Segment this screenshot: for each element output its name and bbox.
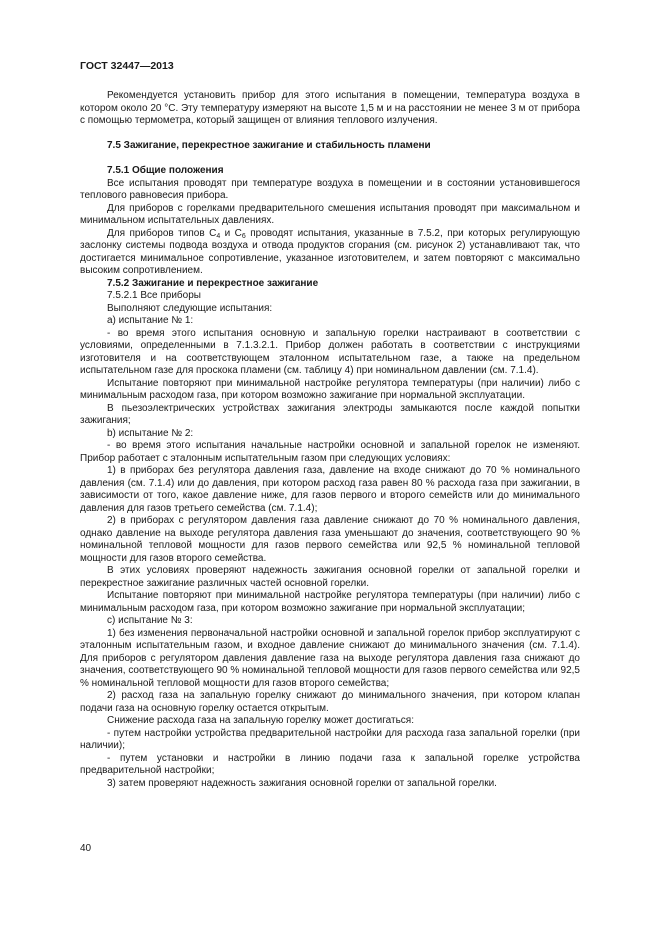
clause-heading: 7.5.2.1 Все приборы — [107, 290, 201, 301]
subscript: 4 — [216, 232, 221, 240]
paragraph: Для приборов с горелками предварительного смешения испытания проводят при максимальном и минимальном испытательных давлениях. — [80, 202, 580, 226]
text-run: и C — [220, 227, 242, 239]
list-item: 1) без изменения первоначальной настройки основной и запальной горелок прибор эксплуатируют с эталонным испытательным газом, и входное давление снижают до минимального значения (см. 7.1.4). Для приборов с регулятором давления давление газа на выходе регулятора давления газа снижают до значения, соответствующего 90 % номинальной тепловой мощности для газов первого семейства или 92,5 % номинальной тепловой мощности для газов второго семейства; — [80, 627, 580, 689]
list-item: - путем настройки устройства предварительной настройки для расхода газа запальной горелки (при наличии); — [80, 727, 580, 751]
paragraph: Испытание повторяют при минимальной настройке регулятора температуры (при наличии) либо с минимальным расходом газа, при котором возможно зажигание при нормальной эксплуатации; — [80, 590, 580, 614]
standard-header: ГОСТ 32447—2013 — [80, 60, 174, 72]
paragraph: Снижение расхода газа на запальную горелку может достигаться: — [107, 715, 414, 726]
paragraph: В этих условиях проверяют надежность зажигания основной горелки от запальной горелки и перекрестное зажигание различных частей основной горелки. — [80, 565, 580, 589]
paragraph: Все испытания проводят при температуре воздуха в помещении и в состоянии установившегося теплового равновесия прибора. — [80, 177, 580, 201]
page-number: 40 — [80, 843, 92, 854]
document-body — [80, 90, 580, 790]
list-item: - путем установки и настройки в линию подачи газа к запальной горелке устройства предварительной настройки; — [80, 752, 580, 776]
paragraph: - во время этого испытания основную и запальную горелки настраивают в соответствии с условиями, определенными в 7.1.3.2.1. Прибор должен работать в соответствии с инструкциями изготовителя и на соответствующем эталонном испытательном газе, а также на предельном испытательном газе для проскока пламени (см. таблицу 4) при номинальном давлении (см. 7.1.4). — [80, 327, 580, 376]
paragraph-appliance-types — [80, 228, 580, 278]
text-run: проводят испытания, указанные в 7.5.2, при которых регулирующую заслонку системы подвода воздуха и отвода продуктов сгорания (см. рисунок 2) устанавливают так, что достигается минимальное сопротивление, указанное изготовителем, и затем повторяют с максимально высоким сопротивлением. — [80, 227, 580, 276]
subsection-heading: 7.5.2 Зажигание и перекрестное зажигание — [107, 277, 319, 289]
list-item: c) испытание № 3: — [107, 615, 193, 626]
text-run: Для приборов типов C — [107, 227, 217, 239]
list-item: 2) в приборах с регулятором давления газа давление снижают до 70 % номинального давления, однако давление на выходе регулятора давления газа уменьшают до значения, соответствующего 90 % номинальной тепловой мощности для газов первого семейства или 92,5 % номинальной тепловой мощности для газов второго семейства. — [80, 515, 580, 564]
subscript: 6 — [241, 232, 246, 240]
list-item: b) испытание № 2: — [107, 427, 194, 439]
list-item: 2) расход газа на запальную горелку снижают до минимального значения, при котором клапан подачи газа на основную горелку остается открытым. — [80, 690, 580, 714]
paragraph: Рекомендуется установить прибор для этого испытания в помещении, температура воздуха в котором около 20 °С. Эту температуру измеряют на высоте 1,5 м и на расстоянии не менее 3 м от прибора с помощью термометра, который защищен от влияния теплового излучения. — [80, 90, 580, 126]
paragraph: Испытание повторяют при минимальной настройке регулятора температуры (при наличии) либо с минимальным расходом газа, при котором возможно зажигание при нормальной эксплуатации. — [80, 377, 580, 401]
list-item: 3) затем проверяют надежность зажигания основной горелки от запальной горелки. — [107, 777, 497, 789]
list-item: а) испытание № 1: — [107, 315, 194, 326]
paragraph: - во время этого испытания начальные настройки основной и запальной горелок не изменяют. Прибор работает с эталонным испытательным газом при следующих условиях: — [80, 440, 580, 464]
section-heading: 7.5 Зажигание, перекрестное зажигание и стабильность пламени — [107, 140, 431, 151]
paragraph: В пьезоэлектрических устройствах зажигания электроды замыкаются после каждой попытки зажигания; — [80, 402, 580, 426]
subsection-heading: 7.5.1 Общие положения — [107, 165, 224, 176]
list-item: 1) в приборах без регулятора давления газа, давление на входе снижают до 70 % номинального давления (см. 7.1.4) или до давления, при котором расход газа равен 80 % расхода газа при зажигании, в зависимости от того, какое давление ниже, для газов первого и второго семейств или до минимального давления для газов третьего семейства (см. 7.1.4); — [80, 465, 580, 514]
paragraph: Выполняют следующие испытания: — [107, 302, 273, 314]
